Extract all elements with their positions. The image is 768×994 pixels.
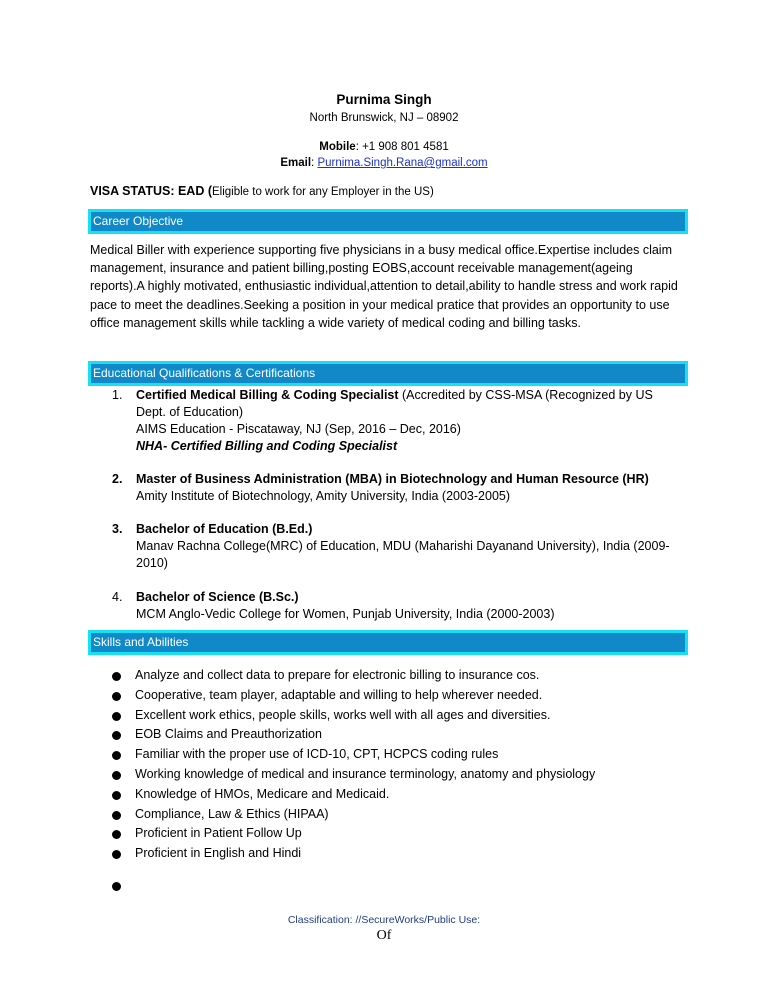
email-link[interactable]: Purnima.Singh.Rana@gmail.com: [317, 157, 488, 169]
email-label: Email: [280, 157, 312, 169]
bullet-icon: [112, 771, 121, 780]
education-institution: Manav Rachna College(MRC) of Education, MDU (Maharishi Dayanand University), India (2009-2010): [136, 539, 670, 570]
education-title: Master of Business Administration (MBA) in Biotechnology and Human Resource (HR): [136, 472, 649, 486]
mobile-value: : +1 908 801 4581: [355, 141, 449, 153]
education-institution: Amity Institute of Biotechnology, Amity University, India (2003-2005): [136, 489, 511, 503]
mobile-line: [0, 141, 768, 153]
visa-detail: Eligible to work for any Employer in the US): [212, 186, 434, 198]
skill-item: EOB Claims and Preauthorization: [108, 725, 595, 745]
education-number: 4.: [112, 590, 123, 604]
career-objective-text: Medical Biller with experience supporting five physicians in a busy medical office.Expertise includes claim management, insurance and patient billing,posting EOBS,account receivable management(ageing reports).A highly motivated, enthusiastic individual,attention to detail,ability to handle stress and work rapid pace to meet the deadlines.Seeking a position in your medical pratice that provides an opportunity to use office management skills while tackling a wide variety of medical coding and billing tasks.: [90, 243, 678, 330]
skill-item: Compliance, Law & Ethics (HIPAA): [108, 805, 595, 825]
skill-item: Familiar with the proper use of ICD-10, CPT, HCPCS coding rules: [108, 745, 595, 765]
bullet-icon: [112, 811, 121, 820]
bullet-icon: [112, 830, 121, 839]
bullet-icon: [112, 751, 121, 760]
visa-label: VISA STATUS: EAD (: [90, 184, 212, 198]
bullet-icon: [112, 731, 121, 740]
skill-item: [108, 876, 595, 896]
visa-status: [90, 184, 434, 198]
skill-item: Excellent work ethics, people skills, works well with all ages and diversities.: [108, 706, 595, 726]
page-number: Of: [376, 928, 392, 943]
skill-item: Cooperative, team player, adaptable and willing to help wherever needed.: [108, 686, 595, 706]
education-number: 2.: [112, 472, 123, 486]
education-certification: NHA- Certified Billing and Coding Specialist: [136, 439, 398, 453]
section-header-career: Career Objective: [88, 209, 688, 234]
bullet-icon: [112, 692, 121, 701]
education-institution: AIMS Education - Piscataway, NJ (Sep, 2016 – Dec, 2016): [136, 422, 461, 436]
bullet-icon: [112, 882, 121, 891]
candidate-name: Purnima Singh: [336, 92, 432, 107]
education-title: Bachelor of Education (B.Ed.): [136, 522, 313, 536]
bullet-icon: [112, 791, 121, 800]
skill-item: Knowledge of HMOs, Medicare and Medicaid.: [108, 785, 595, 805]
email-line: [0, 157, 768, 169]
skill-item: Proficient in Patient Follow Up: [108, 824, 595, 844]
skill-item-empty: [108, 864, 595, 876]
education-title-line: [136, 387, 682, 421]
bullet-icon: [112, 850, 121, 859]
mobile-label: Mobile: [319, 141, 356, 153]
education-institution: MCM Anglo-Vedic College for Women, Punjab University, India (2000-2003): [136, 607, 555, 621]
bullet-icon: [112, 672, 121, 681]
education-title-suffix: (Accredited by CSS-MSA (Recognized by US Dept. of Education): [136, 388, 653, 419]
section-header-skills: Skills and Abilities: [88, 630, 688, 655]
email-separator: :: [311, 157, 318, 169]
education-title: Certified Medical Billing & Coding Specialist: [136, 388, 399, 402]
skills-list: [108, 666, 595, 896]
section-header-education: Educational Qualifications & Certifications: [88, 361, 688, 386]
classification-footer: Classification: //SecureWorks/Public Use:: [287, 914, 481, 926]
bullet-icon: [112, 712, 121, 721]
candidate-address: North Brunswick, NJ – 08902: [309, 112, 459, 124]
education-number: 3.: [112, 522, 123, 536]
education-number: 1.: [112, 388, 123, 402]
education-title: Bachelor of Science (B.Sc.): [136, 590, 299, 604]
skill-item: Analyze and collect data to prepare for electronic billing to insurance cos.: [108, 666, 595, 686]
skill-item: Working knowledge of medical and insurance terminology, anatomy and physiology: [108, 765, 595, 785]
skill-item: Proficient in English and Hindi: [108, 844, 595, 864]
